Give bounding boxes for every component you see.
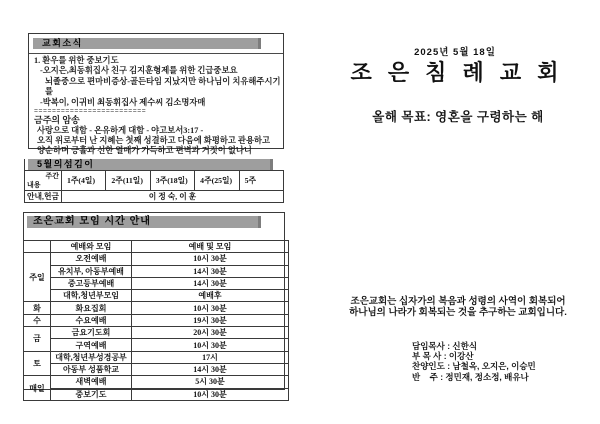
meeting-cell: 대학,청년부성경공부 — [51, 351, 132, 363]
day-cell: 주일 — [24, 253, 51, 302]
meeting-schedule-section — [23, 212, 285, 399]
week-header: 3주(18일) — [150, 171, 194, 191]
church-news-section — [28, 33, 284, 156]
staff-line-senior-pastor: 담임목사 : 신한식 — [412, 341, 478, 351]
meeting-cell: 구역예배 — [51, 339, 132, 351]
meeting-cell: 중고등부예배 — [51, 277, 132, 289]
table-row — [24, 290, 289, 302]
time-cell: 10시 30분 — [132, 339, 289, 351]
time-cell: 5시 30분 — [132, 376, 289, 388]
dashed-divider: ========================= — [34, 107, 147, 116]
day-cell: 금 — [24, 327, 51, 352]
meeting-cell: 새벽예배 — [51, 376, 132, 388]
staff-line-assistant-pastor: 부 목 사 : 이강산 — [412, 351, 474, 362]
day-cell: 토 — [24, 351, 51, 376]
may-servers-title-bar — [28, 159, 273, 170]
meeting-cell: 대학,청년부모임 — [51, 290, 132, 302]
day-cell: 수 — [24, 314, 51, 326]
verse-line: 사랑으로 대함 - 온유하게 대함 - 야고보서3:17 - — [37, 125, 204, 135]
news-item: 뇌졸중으로 편마비증상-골든타임 지났지만 하나님이 치유해주시기를 — [45, 76, 281, 97]
meeting-cell: 수요예배 — [51, 314, 132, 326]
staff-list — [412, 341, 536, 382]
time-cell: 14시 30분 — [132, 277, 289, 289]
time-cell: 10시 30분 — [132, 388, 289, 400]
news-item: -오지은,최동휘집사 친구 김지훈형제를 위한 긴급중보요 — [40, 66, 238, 76]
time-cell: 14시 30분 — [132, 363, 289, 375]
duty-label: 안내,헌금 — [25, 191, 62, 203]
table-row — [24, 314, 289, 326]
time-cell: 19시 30분 — [132, 314, 289, 326]
news-item: 1. 환우를 위한 중보기도 — [34, 56, 119, 65]
mission-line: 하나님의 나라가 회복되는 것을 추구하는 교회입니다. — [349, 307, 567, 318]
corner-header-cell — [25, 171, 62, 191]
time-cell: 예배후 — [132, 290, 289, 302]
time-cell: 14시 30분 — [132, 265, 289, 277]
corner-week-label: 주간 — [45, 172, 59, 180]
staff-line-accompanists: 반 주 : 정민재, 정소정, 배유나 — [412, 371, 529, 382]
time-cell: 10시 30분 — [132, 302, 289, 314]
table-row — [24, 302, 289, 314]
week-header: 4주(25일) — [195, 171, 239, 191]
table-row — [24, 265, 289, 277]
schedule-title: 조은교회 모임 시간 안내 — [33, 216, 151, 227]
table-row — [24, 388, 289, 400]
staff-line-worship-leaders: 찬양인도 : 남철옥, 오지은, 이승민 — [412, 361, 536, 372]
news-header-rule — [29, 53, 283, 54]
church-news-content — [34, 56, 281, 157]
corner-content-label: 내용 — [27, 181, 41, 189]
may-servers-section — [24, 159, 284, 203]
day-cell: 매일 — [24, 376, 51, 401]
table-header-row — [24, 241, 289, 253]
meeting-cell: 아동부 성품학교 — [51, 363, 132, 375]
meeting-cell: 오전예배 — [51, 253, 132, 265]
week-header: 2주(11일) — [106, 171, 150, 191]
table-row — [24, 351, 289, 363]
meeting-cell: 유치부, 아동부예배 — [51, 265, 132, 277]
schedule-table — [23, 240, 289, 401]
may-servers-table — [24, 170, 284, 203]
church-news-title: 교회소식 — [42, 38, 83, 48]
may-servers-title: 5월의섬김이 — [37, 159, 95, 169]
week-header: 5주 — [239, 171, 283, 191]
time-cell: 20시 30분 — [132, 327, 289, 339]
schedule-title-bar — [27, 216, 261, 228]
day-cell: 화 — [24, 302, 51, 314]
meeting-cell: 중보기도 — [51, 388, 132, 400]
meeting-cell: 화요집회 — [51, 302, 132, 314]
table-row — [24, 339, 289, 351]
church-news-title-bar — [33, 38, 261, 49]
time-cell: 10시 30분 — [132, 253, 289, 265]
weekly-verse-title: 금주의 암송 — [34, 115, 80, 126]
verse-line: 양순하며 긍휼과 선한 열매가 가득하고 편벽과 거짓이 없나니 — [37, 146, 252, 156]
news-item: -박복이, 이귀비 최동휘집사 제수씨 김소명자매 — [40, 97, 206, 107]
table-row — [24, 363, 289, 375]
meeting-cell: 금요기도회 — [51, 327, 132, 339]
yearly-goal: 올해 목표: 영혼을 구령하는 해 — [372, 110, 544, 124]
table-row — [24, 253, 289, 265]
table-row — [24, 277, 289, 289]
bulletin-date: 2025년 5월 18일 — [414, 47, 496, 58]
time-column-header: 예배 및 모임 — [132, 241, 289, 253]
time-cell: 17시 — [132, 351, 289, 363]
table-row — [25, 191, 284, 203]
day-column-header — [24, 241, 51, 253]
church-name-title: 조 은 침 례 교 회 — [350, 60, 564, 85]
verse-line: 오직 위로부터 난 지혜는 첫째 성결하고 다음에 화평하고 관용하고 — [37, 135, 270, 145]
table-row — [24, 376, 289, 388]
table-row — [25, 171, 284, 191]
mission-line: 조은교회는 십자가의 복음과 성령의 사역이 회복되어 — [350, 296, 566, 307]
duty-value: 이 정 숙, 이 훈 — [62, 191, 284, 203]
week-header: 1주(4일) — [62, 171, 106, 191]
mission-statement — [330, 296, 586, 318]
meeting-column-header: 예배와 모임 — [51, 241, 132, 253]
table-row — [24, 327, 289, 339]
